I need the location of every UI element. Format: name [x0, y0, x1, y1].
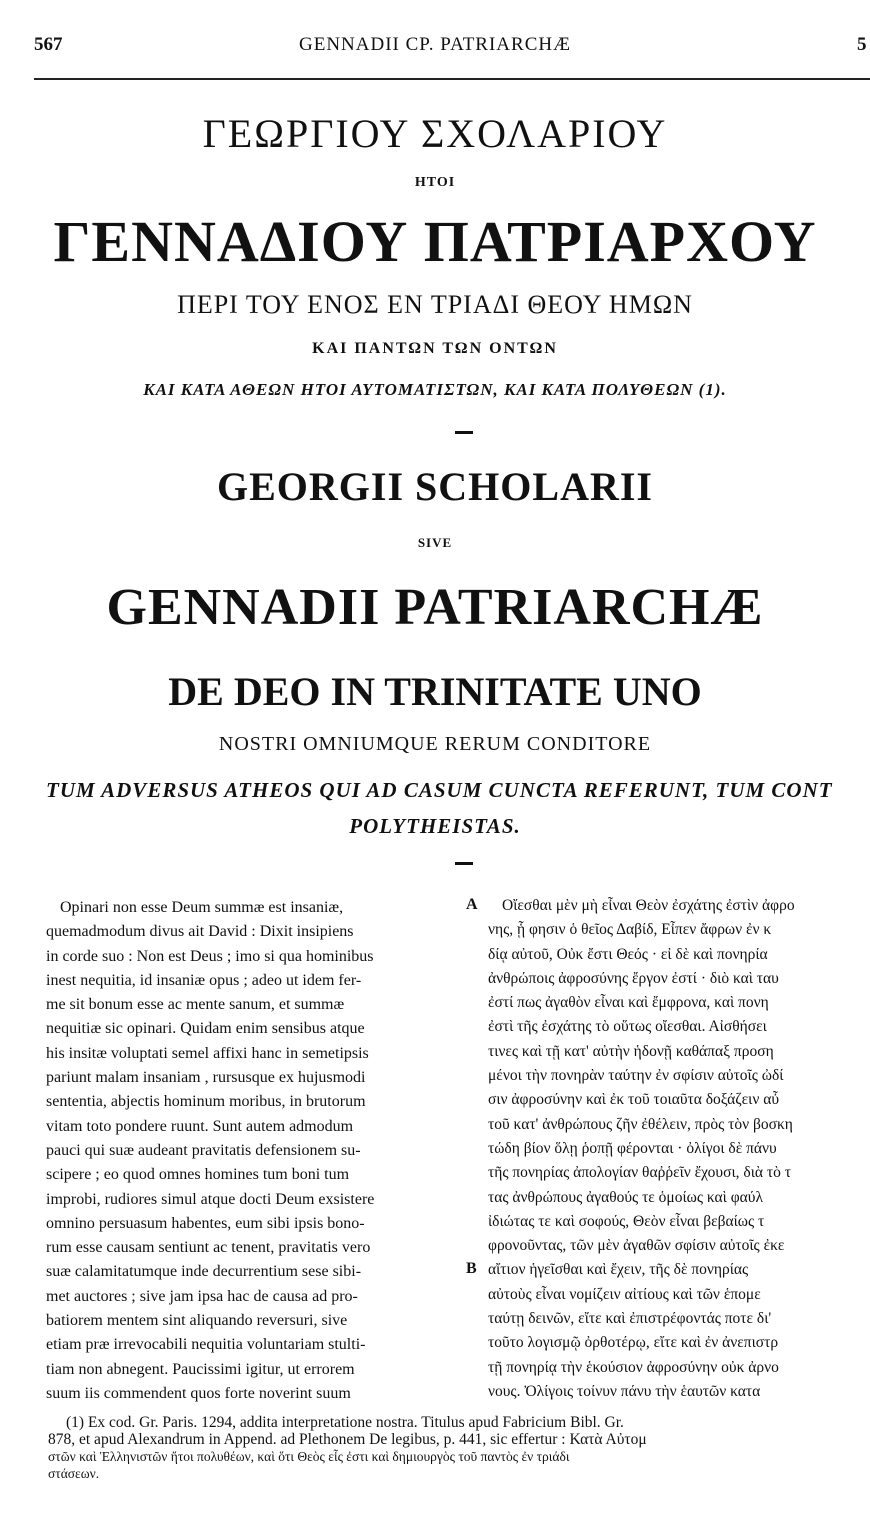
- text-line: quemadmodum divus ait David : Dixit insipiens: [46, 923, 354, 941]
- text-line: νης, ᾗ φησιν ὁ θεῖος Δαβίδ, Εἶπεν ἄφρων ἐν κ: [488, 921, 772, 939]
- latin-title-author: GEORGII SCHOLARII: [217, 464, 653, 509]
- text-line: τῆς πονηρίας ἀπολογίαν θαῤῥεῖν ἔχουσι, διὰ τὸ τ: [488, 1164, 791, 1182]
- footnote-line: (1) Ex cod. Gr. Paris. 1294, addita interpretatione nostra. Titulus apud Fabricium Bibl. Gr.: [66, 1414, 624, 1431]
- text-line: sententia, abjectis hominum moribus, in brutorum: [46, 1093, 366, 1111]
- latin-title-subject-2: NOSTRI OMNIUMQUE RERUM CONDITORE: [218, 733, 652, 755]
- text-line: pariunt malam insaniam , rursusque ex hujusmodi: [46, 1069, 366, 1087]
- text-line: νους. Ὀλίγοις τοίνυν πάνυ τὴν ἑαυτῶν κατα: [488, 1382, 761, 1400]
- text-line: met auctores ; sive jam ipsa hac de causa ad pro-: [46, 1287, 358, 1305]
- greek-title-subject: ΠΕΡΙ ΤΟΥ ΕΝΟΣ ΕΝ ΤΡΙΑΔΙ ΘΕΟΥ ΗΜΩΝ: [177, 290, 693, 319]
- footnote-line: στῶν καὶ Ἑλληνιστῶν ἤτοι πολυθέων, καὶ ὅτι Θεὸς εἷς ἐστι καὶ δημιουργὸς τοῦ παντὸς ἐν τριάδι: [48, 1449, 570, 1464]
- page-number-right: 5: [857, 34, 867, 55]
- margin-marker-b: B: [466, 1260, 477, 1277]
- text-line: tiam non abnegent. Paucissimi igitur, ut errorem: [46, 1360, 355, 1378]
- footnote-line: 878, et apud Alexandrum in Append. ad Plethonem De legibus, p. 441, sic effertur : Κατὰ Αὐτομ: [48, 1431, 647, 1448]
- page-number-left: 567: [34, 34, 63, 55]
- running-title: GENNADII CP. PATRIARCHÆ: [299, 34, 571, 55]
- text-line: his insitæ voluptati semel affixi hanc in semetipsis: [46, 1044, 369, 1062]
- latin-title-sive: SIVE: [417, 535, 453, 550]
- text-line: ταύτῃ δεινῶν, εἴτε καὶ ἐπιστρέφοντάς ποτε δι': [488, 1310, 772, 1328]
- latin-title-subject: DE DEO IN TRINITATE UNO: [168, 669, 702, 714]
- latin-text-column: [46, 896, 464, 1406]
- text-line: in corde suo : Non est Deus ; imo si qua hominibus: [46, 947, 374, 965]
- latin-title-patriarch: GENNADII PATRIARCHÆ: [106, 579, 764, 636]
- text-line: scipere ; eo quod omnes homines tum boni tum: [46, 1166, 350, 1184]
- text-line: batiorem mentem sint aliquando reversuri, sive: [46, 1312, 348, 1330]
- text-line: φρονοῦντας, τῶν μὲν ἀγαθῶν σφίσιν αὐτοῖς ἐκε: [488, 1237, 785, 1255]
- text-line: pauci qui suæ audeant pravitatis defensionem su-: [46, 1141, 361, 1159]
- text-line: μένοι τὴν πονηρὰν ταύτην ἐν σφίσιν αὐτοῖς ὠδί: [488, 1067, 784, 1085]
- greek-text-column: [488, 894, 870, 1404]
- latin-title-subject-4: POLYTHEISTAS.: [349, 814, 521, 838]
- text-line: suæ calamitatumque inde decurrentium sese sibi-: [46, 1263, 362, 1281]
- footnote-line: στάσεων.: [48, 1466, 100, 1481]
- text-line: τας ἀνθρώπους ἀγαθούς τε ὁμοίως καὶ φαύλ: [488, 1188, 763, 1206]
- text-line: etiam præ irrevocabili nequitia voluntariam stulti-: [46, 1336, 366, 1354]
- greek-title-author: ΓΕΩΡΓΙΟΥ ΣΧΟΛΑΡΙΟΥ: [202, 111, 668, 156]
- text-line: vitam toto pondere ruunt. Sunt autem admodum: [46, 1117, 354, 1135]
- text-line: ἐστί πως ἀγαθὸν εἶναι καὶ ἔμφρονα, καὶ πονη: [488, 994, 769, 1012]
- text-line: inest nequitia, id insaniæ opus ; adeo ut idem fer-: [46, 971, 362, 989]
- text-line: suum iis commendent quos forte noverint suum: [46, 1384, 351, 1402]
- greek-title-subject-3: ΚΑΙ ΚΑΤΑ ΑΘΕΩΝ ΗΤΟΙ ΑΥΤΟΜΑΤΙΣΤΩΝ, ΚΑΙ ΚΑΤΑ ΠΟΛΥΘΕΩΝ (1).: [143, 380, 727, 399]
- greek-title-subject-2: ΚΑΙ ΠΑΝΤΩΝ ΤΩΝ ΟΝΤΩΝ: [312, 340, 558, 357]
- text-line: me sit bonum esse ac mente sanum, et summæ: [46, 996, 345, 1014]
- title-divider: [455, 431, 473, 434]
- text-line: αὐτοὺς εἶναι νομίζειν αἰτίους καὶ τῶν ἑπομε: [488, 1285, 761, 1303]
- body-divider: [455, 862, 473, 865]
- text-line: rum esse causam sentiunt ac tenent, pravitatis vero: [46, 1239, 371, 1257]
- text-line: τῇ πονηρίᾳ τὴν ἑκούσιον ἀφροσύνην οὐκ ἀρνο: [488, 1358, 779, 1376]
- margin-marker-a: A: [466, 896, 478, 913]
- text-line: δίᾳ αὐτοῦ, Οὐκ ἔστι Θεός · εἰ δὲ καὶ πονηρία: [488, 945, 768, 963]
- greek-title-patriarch: ΓΕΝΝΑΔΙΟΥ ΠΑΤΡΙΑΡΧΟΥ: [53, 209, 817, 274]
- latin-title-subject-3: TUM ADVERSUS ATHEOS QUI AD CASUM CUNCTA REFERUNT, TUM CONT: [46, 778, 833, 802]
- text-line: τοῦτο λογισμῷ ὀρθοτέρῳ, εἴτε καὶ ἐν ἀνεπιστρ: [488, 1334, 779, 1352]
- text-line: σιν ἀφροσύνην καὶ ἐκ τοῦ τοιαῦτα δοξάζειν αὖ: [488, 1091, 780, 1109]
- text-line: ἐστὶ τῆς ἐσχάτης τὸ οὕτως οἴεσθαι. Αἰσθήσει: [488, 1018, 767, 1036]
- text-line: ἰδιώτας τε καὶ σοφούς, Θεὸν εἶναι βεβαίως τ: [488, 1212, 765, 1230]
- text-line: Οἴεσθαι μὲν μὴ εἶναι Θεὸν ἐσχάτης ἐστὶν ἀφρο: [502, 897, 795, 914]
- text-line: ἀνθρώποις ἀφροσύνης ἔργον ἐστί · διὸ καὶ ταυ: [488, 969, 779, 987]
- text-line: nequitiæ sic opinari. Quidam enim sensibus atque: [46, 1020, 365, 1038]
- text-line: τώδη βίον ὅλῃ ῥοπῇ φέρονται · ὀλίγοι δὲ πάνυ: [488, 1139, 777, 1157]
- footnote: [48, 1414, 870, 1482]
- text-line: omnino persuasum habentes, eum sibi ipsis bono-: [46, 1214, 365, 1232]
- header-rule: [34, 78, 870, 80]
- text-line: improbi, rudiores simul atque docti Deum exsistere: [46, 1190, 375, 1208]
- greek-title-eitoi: ΗΤΟΙ: [414, 175, 456, 190]
- text-line: τινες καὶ τῇ κατ' αὐτὴν ἡδονῇ καθάπαξ προση: [488, 1042, 774, 1060]
- text-line: αἴτιον ἡγεῖσθαι καὶ ἔχειν, τῆς δὲ πονηρίας: [488, 1261, 749, 1279]
- text-line: Opinari non esse Deum summæ est insaniæ,: [60, 899, 344, 916]
- text-line: τοῦ κατ' ἀνθρώπους ζῆν ἐθέλειν, πρὸς τὸν βοσκη: [488, 1115, 793, 1133]
